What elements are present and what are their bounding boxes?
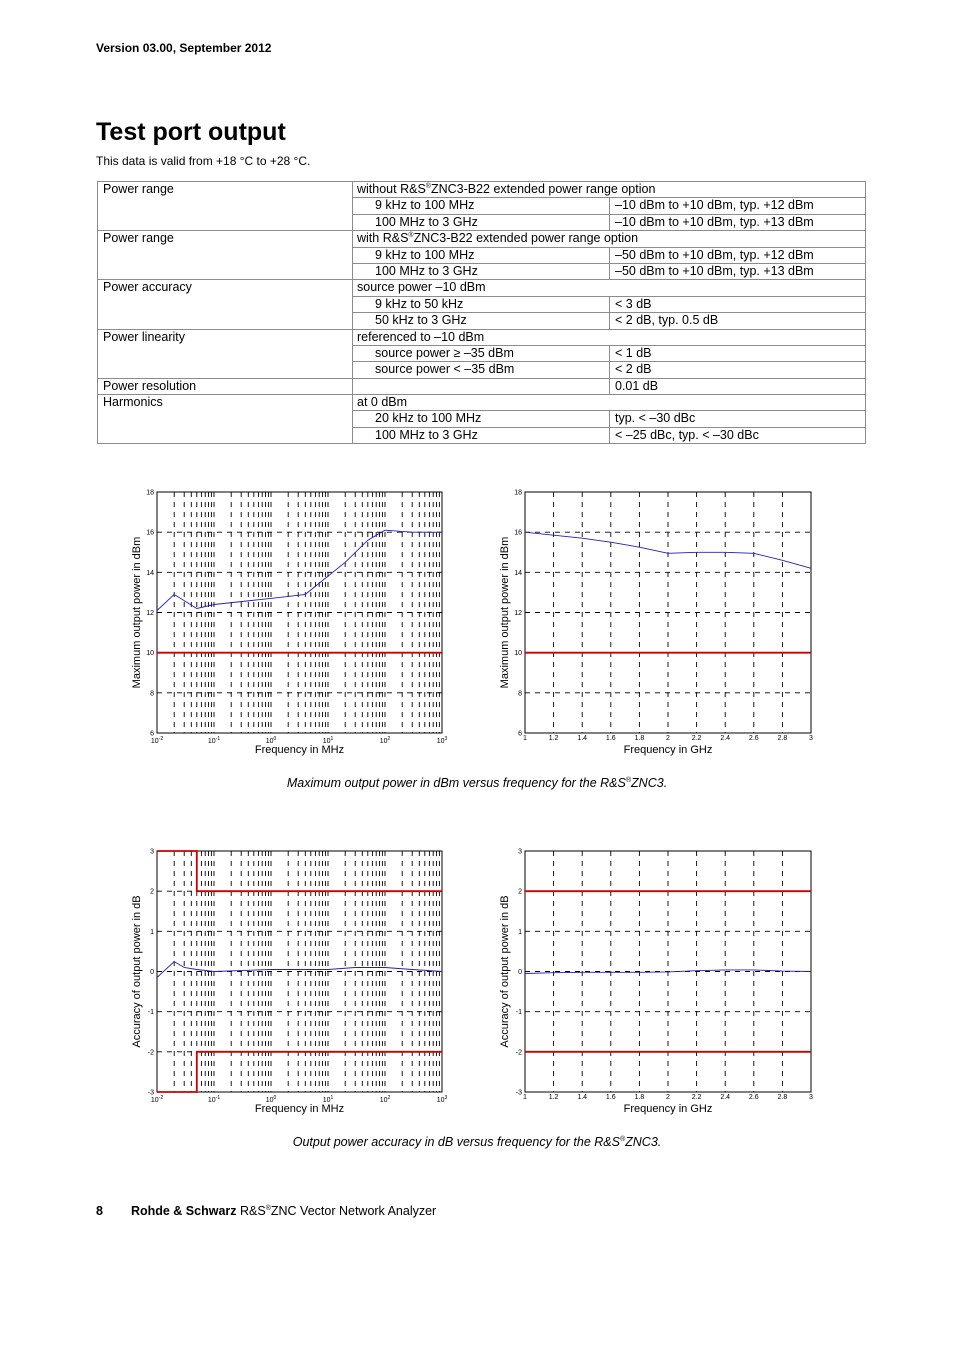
y-tick-label: -1 [515,1009,522,1017]
x-tick-label: 1 [523,735,527,742]
footer-product-name: ZNC Vector Network Analyzer [270,1204,437,1218]
y-tick-label: -3 [515,1089,522,1097]
x-tick-label: 1 [523,1094,527,1101]
value-cell: < 2 dB, typ. 0.5 dB [610,313,866,329]
version-label: Version 03.00, September 2012 [96,41,272,55]
tick-exponent: 3 [444,736,448,742]
x-axis-label: Frequency in GHz [623,1103,713,1115]
tick-base: 10 [265,738,274,745]
figure-caption-max-power [0,776,954,790]
x-axis-label: Frequency in MHz [254,744,345,756]
x-tick-label: 1.2 [548,735,559,742]
condition-cell: 9 kHz to 50 kHz [353,296,610,312]
value-cell: –10 dBm to +10 dBm, typ. +12 dBm [610,198,866,214]
y-tick-label: 18 [514,489,522,497]
tick-base: 10 [265,1097,274,1104]
tick-exponent: -1 [215,1095,221,1101]
y-tick-label: 18 [146,489,154,497]
y-tick-label: 14 [514,569,522,577]
x-tick-label: 2.4 [720,735,731,742]
x-tick-label: 3 [809,735,813,742]
value-cell: –50 dBm to +10 dBm, typ. +12 dBm [610,247,866,263]
x-tick-label: 2 [666,1094,670,1101]
condition-cell: 9 kHz to 100 MHz [353,198,610,214]
value-cell: < –25 dBc, typ. < –30 dBc [610,427,866,443]
y-tick-label: -1 [147,1009,154,1017]
param-cell: Power range [98,231,353,280]
validity-note: This data is valid from +18 °C to +28 °C. [96,154,311,168]
figure-caption-accuracy [0,1135,954,1149]
y-axis-label: Accuracy of output power in dB [131,895,143,1048]
registered-mark: ® [619,1135,626,1143]
y-tick-label: 16 [514,529,522,537]
y-tick-label: 3 [150,848,154,856]
condition-cell: 100 MHz to 3 GHz [353,427,610,443]
param-cell: Power accuracy [98,280,353,329]
y-axis-label: Accuracy of output power in dB [499,895,511,1048]
y-tick-label: 1 [150,928,154,936]
tick-base: 10 [207,738,216,745]
condition-cell: 50 kHz to 3 GHz [353,313,610,329]
condition-cell: source power ≥ –35 dBm [353,345,610,361]
x-tick-label: 1.4 [577,735,588,742]
y-tick-label: 2 [518,888,522,896]
x-tick-label: 2.6 [748,735,759,742]
tick-base: 10 [207,1097,216,1104]
registered-mark: ® [408,232,414,240]
group-text: at 0 dBm [357,395,408,410]
y-tick-label: 10 [514,650,522,658]
y-tick-label: 8 [518,690,522,698]
value-cell: –50 dBm to +10 dBm, typ. +13 dBm [610,263,866,279]
y-tick-label: 6 [518,730,522,738]
y-tick-label: 0 [150,969,154,976]
y-tick-label: 6 [150,730,154,738]
y-axis-label: Maximum output power in dBm [499,536,511,689]
tick-base: 10 [436,1097,445,1104]
x-tick-label: 2.8 [777,735,788,742]
y-tick-label: -2 [147,1049,154,1057]
y-tick-label: 1 [518,928,522,936]
y-tick-label: 14 [146,569,154,577]
value-cell: typ. < –30 dBc [610,411,866,427]
caption-text-end: ZNC3. [631,776,668,790]
y-tick-label: 2 [150,888,154,896]
tick-exponent: 0 [273,736,277,742]
tick-base: 10 [379,1097,388,1104]
x-tick-label: 2.2 [691,735,702,742]
x-tick-label: 1.4 [577,1094,588,1101]
tick-exponent: 0 [273,1095,277,1101]
y-axis-label: Maximum output power in dBm [131,536,143,689]
x-tick-label: 1.6 [605,735,616,742]
param-cell: Power resolution [98,378,353,394]
y-tick-label: -3 [147,1089,154,1097]
value-cell: < 3 dB [610,296,866,312]
y-tick-label: -2 [515,1049,522,1057]
value-cell: < 1 dB [610,345,866,361]
condition-cell: 100 MHz to 3 GHz [353,214,610,230]
group-text: with R&S [357,231,409,246]
condition-cell: source power < –35 dBm [353,362,610,378]
x-tick-label: 2.4 [720,1094,731,1101]
tick-base: 10 [322,1097,331,1104]
condition-cell: 9 kHz to 100 MHz [353,247,610,263]
tick-exponent: 2 [387,1095,391,1101]
tick-exponent: 1 [330,736,334,742]
condition-cell: 20 kHz to 100 MHz [353,411,610,427]
value-cell: < 2 dB [610,362,866,378]
page-footer [96,1204,436,1218]
tick-exponent: -1 [215,736,221,742]
param-cell: Harmonics [98,395,353,444]
registered-mark: ® [625,776,632,784]
value-cell: 0.01 dB [610,378,866,394]
x-tick-label: 2.6 [748,1094,759,1101]
x-tick-label: 2.2 [691,1094,702,1101]
tick-exponent: 3 [444,1095,448,1101]
x-tick-label: 2.8 [777,1094,788,1101]
tick-base: 10 [150,738,159,745]
caption-text-end: ZNC3. [625,1135,662,1149]
footer-brand: Rohde & Schwarz [130,1204,237,1218]
x-tick-label: 2 [666,735,670,742]
x-tick-label: 1.8 [634,735,645,742]
registered-mark: ® [265,1204,271,1212]
tick-exponent: 1 [330,1095,334,1101]
group-text: referenced to –10 dBm [357,329,485,344]
tick-exponent: -2 [158,1095,164,1101]
tick-base: 10 [379,738,388,745]
x-tick-label: 1.6 [605,1094,616,1101]
registered-mark: ® [425,182,431,190]
y-tick-label: 12 [146,610,154,617]
y-tick-label: 0 [518,969,522,976]
value-cell: –10 dBm to +10 dBm, typ. +13 dBm [610,214,866,230]
group-text: source power –10 dBm [357,280,486,295]
x-tick-label: 3 [809,1094,813,1101]
x-tick-label: 1.2 [548,1094,559,1101]
y-tick-label: 16 [146,529,154,537]
y-tick-label: 10 [146,650,154,658]
x-tick-label: 1.8 [634,1094,645,1101]
tick-exponent: 2 [387,736,391,742]
group-text: without R&S [357,182,426,196]
x-axis-label: Frequency in MHz [254,1103,345,1115]
y-tick-label: 12 [514,610,522,617]
group-text: ZNC3-B22 extended power range option [430,182,656,196]
param-cell: Power range [98,182,353,231]
tick-base: 10 [150,1097,159,1104]
y-tick-label: 8 [150,690,154,698]
page-number: 8 [96,1204,103,1218]
condition-cell: 100 MHz to 3 GHz [353,263,610,279]
tick-exponent: -2 [158,736,164,742]
section-title: Test port output [96,118,286,146]
param-cell: Power linearity [98,329,353,378]
caption-text: Output power accuracy in dB versus frequency for the R&S [292,1135,620,1149]
footer-product: R&S [240,1204,266,1218]
caption-text: Maximum output power in dBm versus frequency for the R&S [286,776,626,790]
x-axis-label: Frequency in GHz [623,744,713,756]
tick-base: 10 [436,738,445,745]
y-tick-label: 3 [518,848,522,856]
group-text: ZNC3-B22 extended power range option [413,231,639,246]
tick-base: 10 [322,738,331,745]
